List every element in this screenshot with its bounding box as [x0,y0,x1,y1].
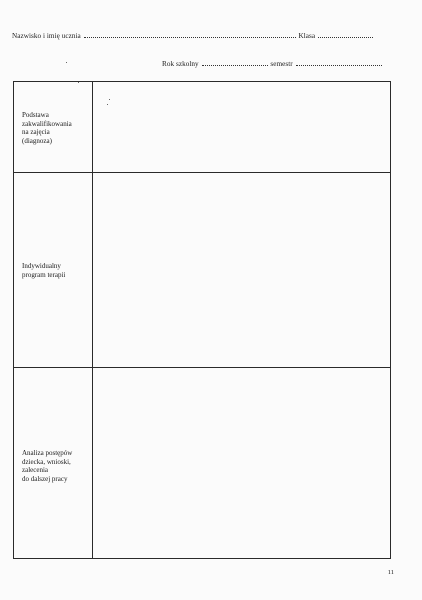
scan-speck [109,99,110,100]
class-field[interactable] [318,31,373,38]
diagnosis-content-cell[interactable] [93,82,390,172]
class-label: Klasa [298,32,316,40]
scan-speck [66,62,67,63]
school-year-field[interactable] [202,59,268,66]
progress-analysis-label [22,449,88,483]
semester-field[interactable] [296,59,382,66]
label-line: zakwalifikowania [22,119,72,128]
label-line: Podstawa [22,111,49,119]
label-line: Analiza postępów [22,449,73,457]
semester-label: semestr [270,60,293,68]
scan-speck [78,82,79,83]
student-name-label: Nazwisko i imię ucznia [12,32,81,40]
page-number: 11 [387,569,394,576]
therapy-table [13,81,391,559]
therapy-program-label [22,262,88,279]
label-line: dziecka, wnioski, [22,457,71,466]
student-name-line [12,31,374,40]
label-line: do dalszej pracy [22,474,68,483]
school-year-line [162,59,383,68]
label-line: (diagnoza) [22,136,52,145]
diagnosis-label [22,111,88,145]
school-year-label: Rok szkolny [162,60,199,68]
label-line: zalecenia [22,466,49,474]
student-name-field[interactable] [84,31,296,38]
progress-analysis-content-cell[interactable] [93,368,390,558]
therapy-program-content-cell[interactable] [93,173,390,367]
label-line: Indywidualny [22,262,61,270]
label-line: na zajęcia [22,128,50,136]
scan-speck [107,104,108,105]
label-line: program terapii [22,270,66,279]
